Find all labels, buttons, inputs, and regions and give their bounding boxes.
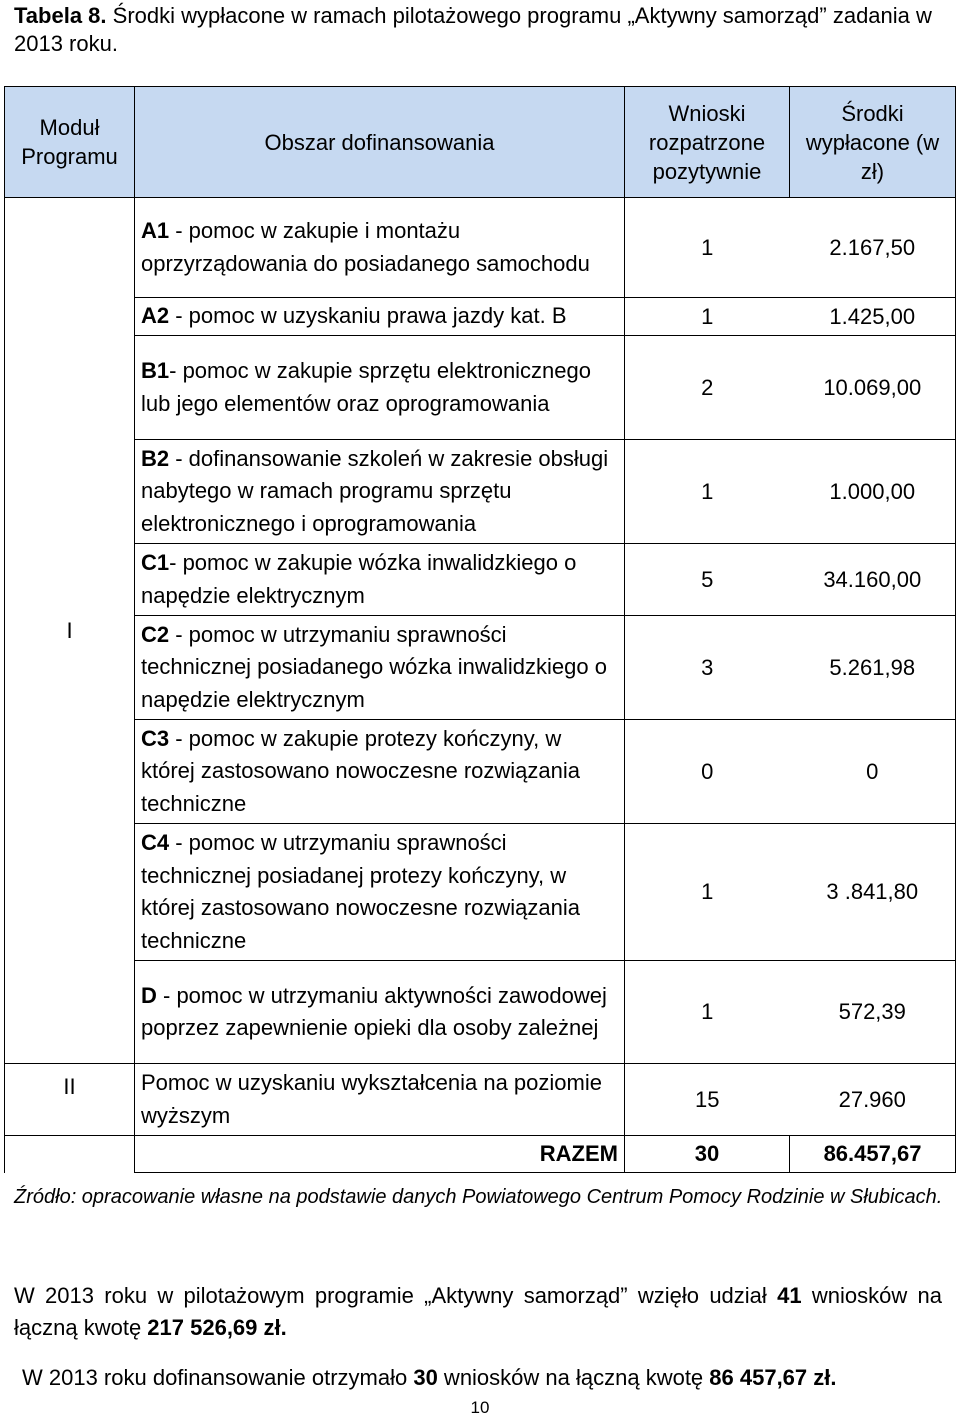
area-text: - pomoc w utrzymaniu sprawności technicznej posiadanego wózka inwalidzkiego o napędzie elektrycznym — [141, 621, 607, 712]
table-row — [5, 544, 956, 616]
para2-count: 30 — [413, 1365, 438, 1390]
table-row — [5, 720, 956, 824]
requests-cell: 1 — [625, 961, 790, 1064]
total-row — [5, 1136, 956, 1173]
requests-cell: 1 — [625, 298, 790, 336]
area-cell: Pomoc w uzyskaniu wykształcenia na poziomie wyższym — [135, 1064, 625, 1136]
source-note: Źródło: opracowanie własne na podstawie danych Powiatowego Centrum Pomocy Rodzinie w Słubicach. — [14, 1186, 943, 1208]
para1-text-2: wniosków na łączną kwotę — [14, 1283, 942, 1340]
total-blank-cell — [5, 1136, 135, 1173]
area-code: D — [141, 982, 157, 1008]
area-cell — [135, 198, 625, 298]
area-cell — [135, 440, 625, 544]
table-caption — [14, 2, 944, 58]
summary-paragraph-2 — [22, 1362, 950, 1394]
amount-cell: 5.261,98 — [790, 616, 956, 720]
header-amount: Środki wypłacone (w zł) — [790, 87, 956, 198]
amount-cell: 572,39 — [790, 961, 956, 1064]
area-text: - pomoc w utrzymaniu aktywności zawodowej poprzez zapewnienie opieki dla osoby zależnej — [141, 982, 607, 1040]
table-row — [5, 198, 956, 298]
header-module: Moduł Programu — [5, 87, 135, 198]
table-row — [5, 336, 956, 440]
amount-cell: 2.167,50 — [790, 198, 956, 298]
requests-cell: 2 — [625, 336, 790, 440]
area-cell — [135, 720, 625, 824]
amount-cell: 34.160,00 — [790, 544, 956, 616]
amount-cell: 10.069,00 — [790, 336, 956, 440]
area-text: - pomoc w zakupie i montażu oprzyrządowania do posiadanego samochodu — [141, 218, 590, 276]
para2-amount: 86 457,67 zł. — [709, 1365, 837, 1390]
summary-paragraph-1 — [14, 1280, 942, 1344]
table-row — [5, 298, 956, 336]
total-label: RAZEM — [135, 1136, 625, 1173]
area-cell — [135, 336, 625, 440]
table-header-row — [5, 87, 956, 198]
amount-cell: 1.425,00 — [790, 298, 956, 336]
area-text: - dofinansowanie szkoleń w zakresie obsługi nabytego w ramach programu sprzętu elektronicznego i oprogramowania — [141, 445, 609, 536]
area-text: - pomoc w utrzymaniu sprawności technicznej posiadanej protezy kończyny, w której zastosowano nowoczesne rozwiązania techniczne — [141, 830, 581, 953]
para1-text-1: W 2013 roku w pilotażowym programie „Aktywny samorząd” wzięło udział — [14, 1283, 778, 1308]
table-caption-label: Tabela 8. — [14, 3, 107, 28]
area-code: C4 — [141, 830, 170, 855]
area-code: B1 — [141, 358, 170, 383]
amount-cell: 1.000,00 — [790, 440, 956, 544]
requests-cell: 5 — [625, 544, 790, 616]
funding-table — [4, 86, 956, 1173]
para1-amount: 217 526,69 zł. — [147, 1315, 287, 1340]
header-area: Obszar dofinansowania — [135, 87, 625, 198]
module-cell-I: I — [5, 198, 135, 1064]
header-requests: Wnioski rozpatrzone pozytywnie — [625, 87, 790, 198]
total-requests: 30 — [625, 1136, 790, 1173]
area-text: - pomoc w zakupie sprzętu elektronicznego lub jego elementów oraz oprogramowania — [141, 358, 592, 416]
para1-count: 41 — [777, 1283, 802, 1308]
area-code: B2 — [141, 445, 170, 471]
requests-cell: 15 — [625, 1064, 790, 1136]
table-row — [5, 440, 956, 544]
requests-cell: 3 — [625, 616, 790, 720]
requests-cell: 1 — [625, 824, 790, 961]
area-code: A1 — [141, 218, 170, 243]
area-code: A2 — [141, 303, 170, 329]
table-row — [5, 824, 956, 961]
table-row — [5, 961, 956, 1064]
area-cell — [135, 961, 625, 1064]
para2-text-1: W 2013 roku dofinansowanie otrzymało — [22, 1365, 414, 1390]
area-text: - pomoc w zakupie wózka inwalidzkiego o napędzie elektrycznym — [141, 550, 577, 608]
requests-cell: 1 — [625, 440, 790, 544]
area-code: C1 — [141, 550, 170, 575]
total-amount: 86.457,67 — [790, 1136, 956, 1173]
table-caption-text: Środki wypłacone w ramach pilotażowego programu „Aktywny samorząd” zadania w 2013 roku. — [14, 3, 932, 56]
area-text: - pomoc w uzyskaniu prawa jazdy kat. B — [169, 303, 567, 329]
amount-cell: 3 .841,80 — [790, 824, 956, 961]
requests-cell: 0 — [625, 720, 790, 824]
area-code: C2 — [141, 621, 170, 647]
amount-cell: 0 — [790, 720, 956, 824]
area-text: - pomoc w zakupie protezy kończyny, w której zastosowano nowoczesne rozwiązania techniczne — [141, 725, 581, 816]
requests-cell: 1 — [625, 198, 790, 298]
area-cell — [135, 544, 625, 616]
amount-cell: 27.960 — [790, 1064, 956, 1136]
para2-text-2: wniosków na łączną kwotę — [437, 1365, 710, 1390]
area-cell — [135, 824, 625, 961]
area-cell — [135, 298, 625, 336]
module-cell-II: II — [5, 1064, 135, 1136]
area-cell — [135, 616, 625, 720]
page-number: 10 — [470, 1398, 490, 1417]
table-row — [5, 616, 956, 720]
table-row — [5, 1064, 956, 1136]
area-code: C3 — [141, 725, 170, 751]
